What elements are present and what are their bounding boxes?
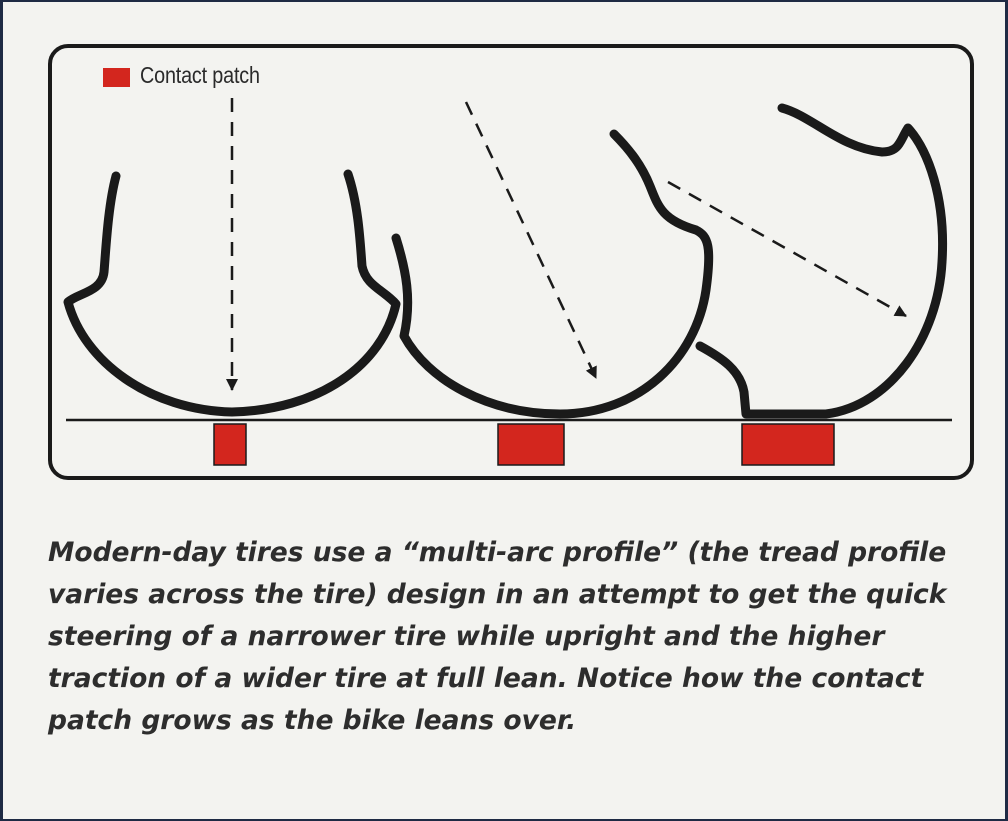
legend-swatch bbox=[103, 68, 130, 87]
diagram-caption: Modern-day tires use a “multi-arc profile” (the tread profile varies across the tire) design in an attempt to get the quick steering of a narrower tire while upright and the higher traction of a wider tire at full lean. Notice how the contact patch grows as the bike leans over. bbox=[48, 537, 947, 736]
contact-patch-moderate-lean bbox=[498, 424, 564, 465]
force-arrow-moderate-lean bbox=[466, 102, 596, 378]
tire-profile-moderate-lean bbox=[396, 134, 709, 414]
contact-patch-upright bbox=[214, 424, 246, 465]
contact-patch-full-lean bbox=[742, 424, 834, 465]
legend-label: Contact patch bbox=[140, 62, 260, 88]
tire-profile-full-lean bbox=[700, 108, 943, 414]
